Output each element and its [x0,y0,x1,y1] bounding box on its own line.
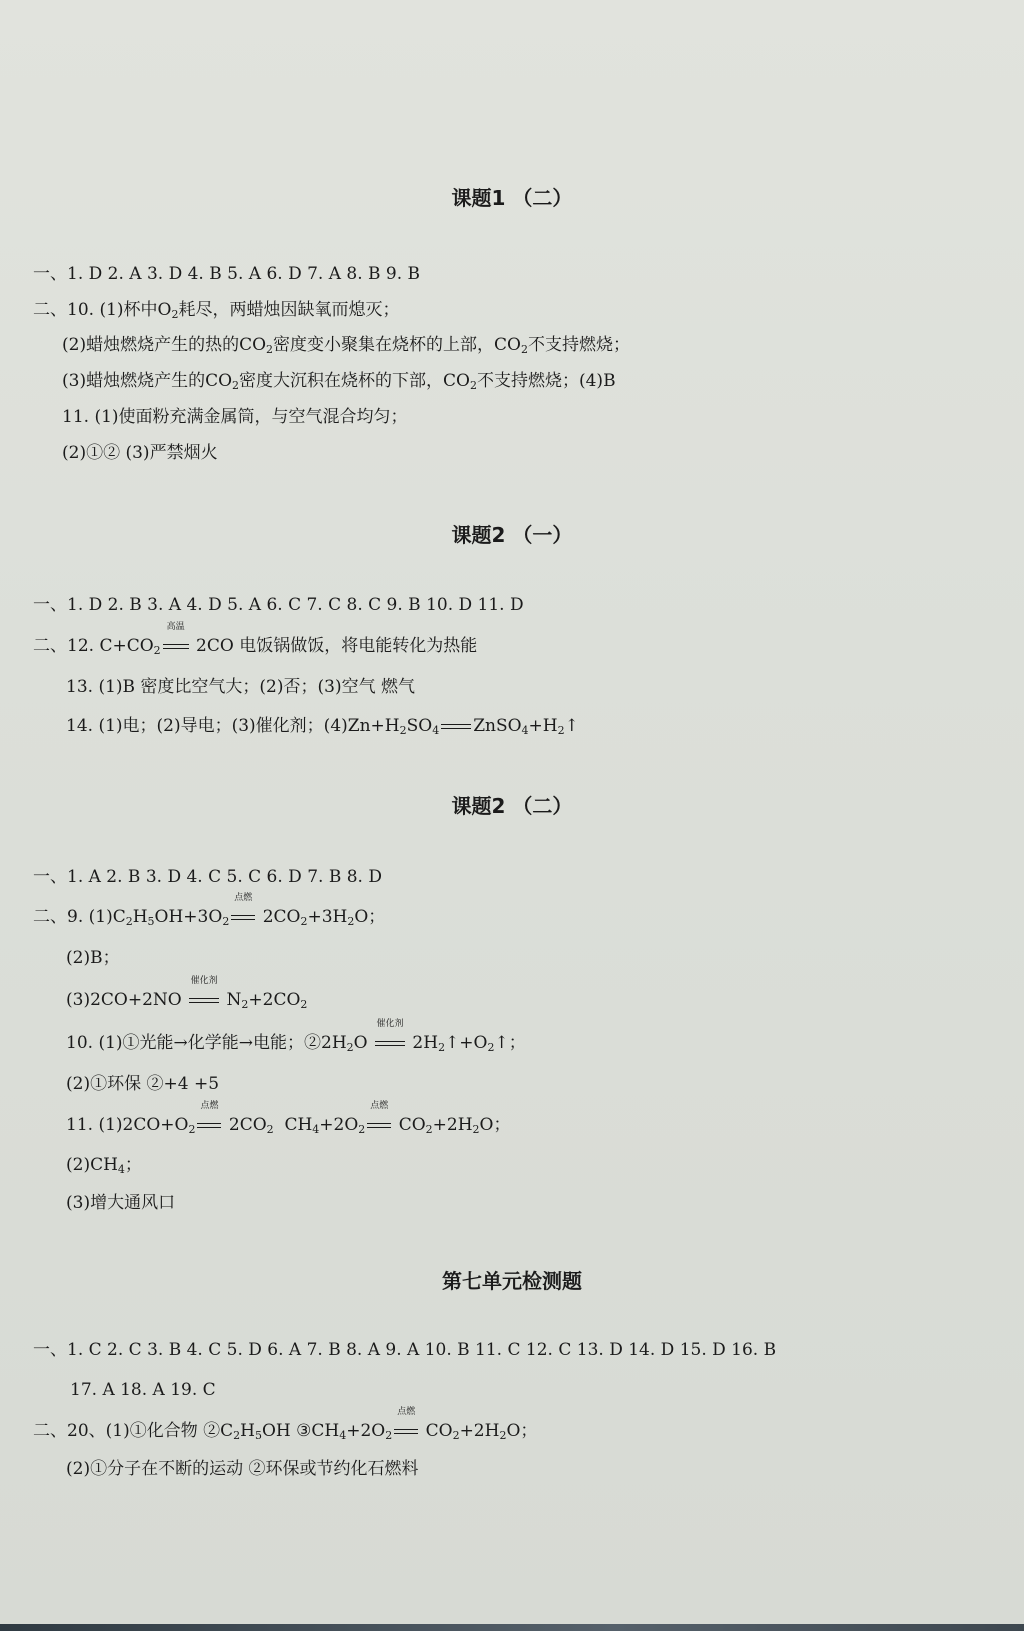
page-bottom-edge [0,1624,1024,1631]
reaction-condition: 催化剂 [187,988,221,1012]
answer-line: 11. $(1)2CO+O_2$ 点燃 $2CO_2$ $CH_4+2O_2$ 点燃 $CO_2+2H_2O$； [66,1101,511,1136]
answer-line: (2)①分子在不断的运动 ②环保或节约化石燃料 [66,1459,419,1479]
answer-line: (3)蜡烛燃烧产生的$CO_2$密度大沉积在烧杯的下部，$CO_2$不支持燃烧；(4)B [62,371,616,392]
answer-line: 11. (1)使面粉充满金属筒，与空气混合均匀； [62,407,408,427]
section-title-1: 课题1 （二） [451,186,573,210]
answer-line: 二、10. (1)杯中$O_2$耗尽，两蜡烛因缺氧而熄灭； [33,300,400,321]
section-title-3: 课题2 （二） [451,794,573,818]
answer-line: $(2)CH_4$； [66,1155,142,1176]
answer-line: (2)①② (3)严禁烟火 [62,443,218,463]
answer-line: 二、9. $(1)C_2H_5OH+3O_2$ 点燃 $2CO_2+3H_2O$； [33,893,386,928]
reaction-condition: 点燃 [195,1113,223,1137]
answer-line: 一、1. C 2. C 3. B 4. C 5. D 6. A 7. B 8. A 9. A 10. B 11. C 12. C 13. D 14. D 15. D 16. B [33,1340,777,1360]
reaction-condition: 点燃 [229,905,257,929]
answer-line: 一、1. D 2. A 3. D 4. B 5. A 6. D 7. A 8. B 9. B [33,264,421,284]
answer-line: 14. (1)电；(2)导电；(3)催化剂；$(4)Zn+H_2SO_4$ $ZnSO_4+H_2↑$ [66,716,579,737]
answer-line: (2)①环保 ②+4 +5 [66,1074,220,1094]
answer-line: 一、1. A 2. B 3. D 4. C 5. C 6. D 7. B 8. D [33,867,382,887]
answer-line: (2)B； [66,948,120,968]
answer-line: (2)蜡烛燃烧产生的热的$CO_2$密度变小聚集在烧杯的上部，$CO_2$不支持燃烧； [62,335,630,356]
answer-line: 二、12. $C+CO_2$ 高温 2CO 电饭锅做饭，将电能转化为热能 [33,622,478,657]
answer-line: 13. (1)B 密度比空气大；(2)否；(3)空气 燃气 [66,677,415,697]
reaction-condition: 高温 [161,634,191,658]
answer-line: 17. A 18. A 19. C [70,1380,216,1400]
section-title-4: 第七单元检测题 [442,1269,582,1293]
answer-line: 一、1. D 2. B 3. A 4. D 5. A 6. C 7. C 8. C 9. B 10. D 11. D [33,595,524,615]
answer-line: (3)增大通风口 [66,1193,176,1213]
reaction-condition: 点燃 [392,1419,420,1443]
answer-line: 二、20、(1)①化合物 $②C_2H_5OH$ $③CH_4+2O_2$ 点燃 $CO_2+2H_2O$； [33,1407,538,1442]
section-title-2: 课题2 （一） [451,523,573,547]
answer-line: 10. (1)①光能→化学能→电能；$②2H_2O$ 催化剂 $2H_2↑+O_2↑$； [66,1019,526,1054]
reaction-condition: 催化剂 [373,1031,407,1055]
answer-line: (3)2CO+2NO 催化剂 $N_2+2CO_2$ [66,976,308,1011]
reaction-condition: 点燃 [365,1113,393,1137]
reaction-arrow [439,714,473,738]
